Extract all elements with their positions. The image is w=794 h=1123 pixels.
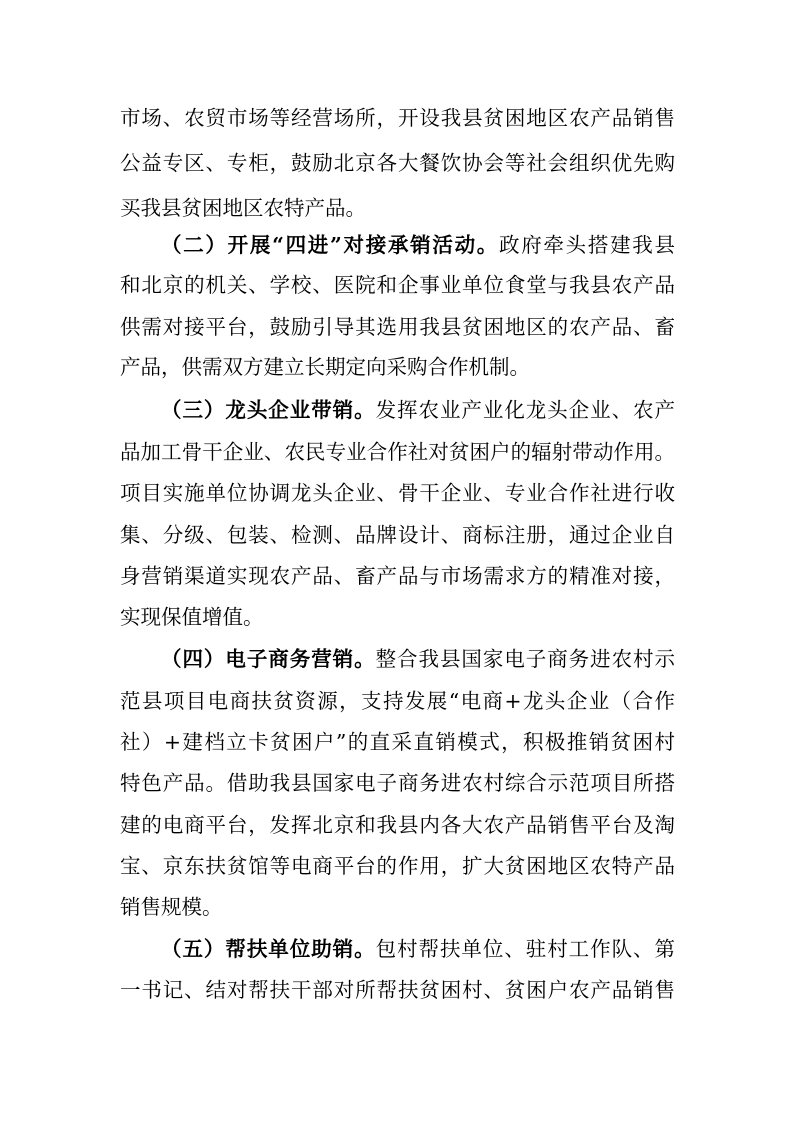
text-line: 集、分级、包装、检测、品牌设计、商标注册，通过企业自 bbox=[120, 523, 675, 547]
section-heading-line: （五）帮扶单位助销。包村帮扶单位、驻村工作队、第 bbox=[161, 937, 675, 961]
section-heading: （三）龙头企业带销。 bbox=[161, 398, 376, 422]
section-heading-line: （二）开展“四进”对接承销活动。政府牵头搭建我县 bbox=[161, 233, 675, 257]
section-heading: （二）开展“四进”对接承销活动。 bbox=[161, 233, 499, 257]
text-line: 范县项目电商扶贫资源，支持发展“电商+龙头企业（合作 bbox=[120, 689, 675, 713]
text-line: 买我县贫困地区农特产品。 bbox=[120, 196, 366, 220]
text-line: 产品，供需双方建立长期定向采购合作机制。 bbox=[120, 355, 530, 379]
text-line: 市场、农贸市场等经营场所，开设我县贫困地区农产品销售 bbox=[120, 106, 675, 130]
text-line: 实现保值增值。 bbox=[120, 605, 264, 629]
section-heading-line: （三）龙头企业带销。发挥农业产业化龙头企业、农产 bbox=[161, 398, 675, 422]
text-line: 公益专区、专柜，鼓励北京各大餐饮协会等社会组织优先购 bbox=[120, 151, 675, 175]
text-line: 供需对接平台，鼓励引导其选用我县贫困地区的农产品、畜 bbox=[120, 315, 675, 339]
text-line: 销售规模。 bbox=[120, 895, 223, 919]
text-line: 特色产品。借助我县国家电子商务进农村综合示范项目所搭 bbox=[120, 771, 675, 795]
text-line: 品加工骨干企业、农民专业合作社对贫困户的辐射带动作用。 bbox=[120, 440, 675, 464]
section-heading-line: （四）电子商务营销。整合我县国家电子商务进农村示 bbox=[161, 647, 675, 671]
text-line: 建的电商平台，发挥北京和我县内各大农产品销售平台及淘 bbox=[120, 813, 675, 837]
text-line: 一书记、结对帮扶干部对所帮扶贫困村、贫困户农产品销售 bbox=[120, 978, 675, 1002]
text-line: 社）+建档立卡贫困户”的直采直销模式，积极推销贫困村 bbox=[120, 730, 675, 754]
text-line: 项目实施单位协调龙头企业、骨干企业、专业合作社进行收 bbox=[120, 481, 675, 505]
section-heading: （五）帮扶单位助销。 bbox=[161, 937, 376, 961]
text-line: 宝、京东扶贫馆等电商平台的作用，扩大贫困地区农特产品 bbox=[120, 854, 675, 878]
section-heading: （四）电子商务营销。 bbox=[161, 647, 376, 671]
text-line: 身营销渠道实现农产品、畜产品与市场需求方的精准对接， bbox=[120, 564, 675, 588]
text-line: 和北京的机关、学校、医院和企事业单位食堂与我县农产品 bbox=[120, 273, 675, 297]
